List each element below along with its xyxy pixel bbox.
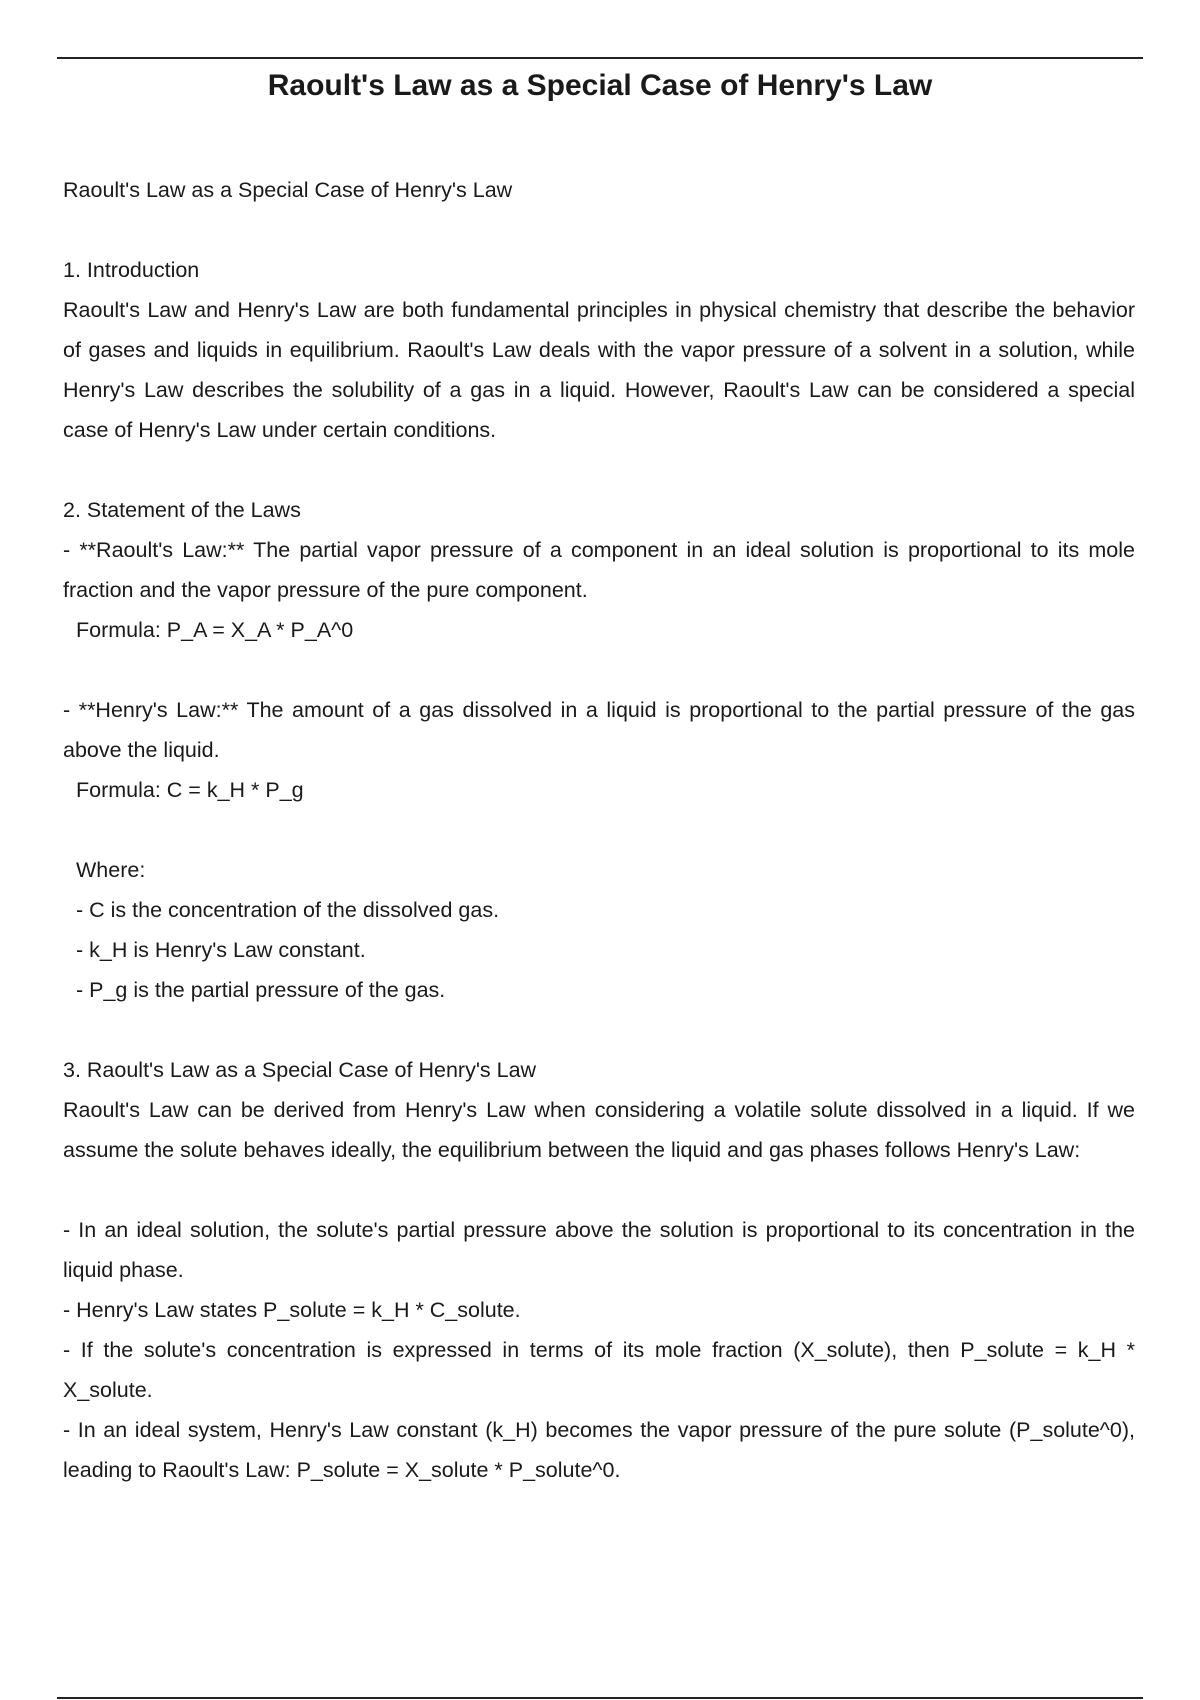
document-title: Raoult's Law as a Special Case of Henry's Law — [267, 69, 933, 102]
section-heading-statement: 2. Statement of the Laws — [63, 498, 301, 522]
document-subtitle: Raoult's Law as a Special Case of Henry's Law — [63, 178, 513, 202]
raoult-law-statement: - **Raoult's Law:** The partial vapor pressure of a component in an ideal solution is proportional to its mole fraction and the vapor pressure of the pure component. — [63, 538, 1135, 602]
where-label: Where: — [76, 858, 146, 882]
raoult-law-formula: Formula: P_A = X_A * P_A^0 — [76, 618, 354, 642]
special-case-bullet: - Henry's Law states P_solute = k_H * C_solute. — [63, 1298, 521, 1322]
special-case-bullet: - In an ideal solution, the solute's partial pressure above the solution is proportional to its concentration in the liquid phase. — [63, 1218, 1135, 1282]
where-item: - C is the concentration of the dissolved gas. — [76, 898, 500, 922]
document-body — [63, 170, 1135, 1490]
section-heading-special-case: 3. Raoult's Law as a Special Case of Henry's Law — [63, 1058, 537, 1082]
henry-law-formula: Formula: C = k_H * P_g — [76, 778, 304, 802]
section-heading-introduction: 1. Introduction — [63, 258, 200, 282]
where-item: - P_g is the partial pressure of the gas. — [76, 978, 446, 1002]
introduction-paragraph: Raoult's Law and Henry's Law are both fundamental principles in physical chemistry that describe the behavior of gases and liquids in equilibrium. Raoult's Law deals with the vapor pressure of a solvent in a solution, while Henry's Law describes the solubility of a gas in a liquid. However, Raoult's Law can be considered a special case of Henry's Law under certain conditions. — [63, 298, 1135, 442]
special-case-bullet: - If the solute's concentration is expressed in terms of its mole fraction (X_solute), then P_solute = k_H * X_solute. — [63, 1338, 1135, 1402]
bottom-rule — [57, 1697, 1143, 1699]
henry-law-statement: - **Henry's Law:** The amount of a gas dissolved in a liquid is proportional to the partial pressure of the gas above the liquid. — [63, 698, 1135, 762]
top-rule — [57, 57, 1143, 59]
special-case-paragraph: Raoult's Law can be derived from Henry's Law when considering a volatile solute dissolved in a liquid. If we assume the solute behaves ideally, the equilibrium between the liquid and gas phases follows Henry's Law: — [63, 1098, 1135, 1162]
where-item: - k_H is Henry's Law constant. — [76, 938, 366, 962]
special-case-bullet: - In an ideal system, Henry's Law constant (k_H) becomes the vapor pressure of the pure solute (P_solute^0), leading to Raoult's Law: P_solute = X_solute * P_solute^0. — [63, 1418, 1135, 1482]
